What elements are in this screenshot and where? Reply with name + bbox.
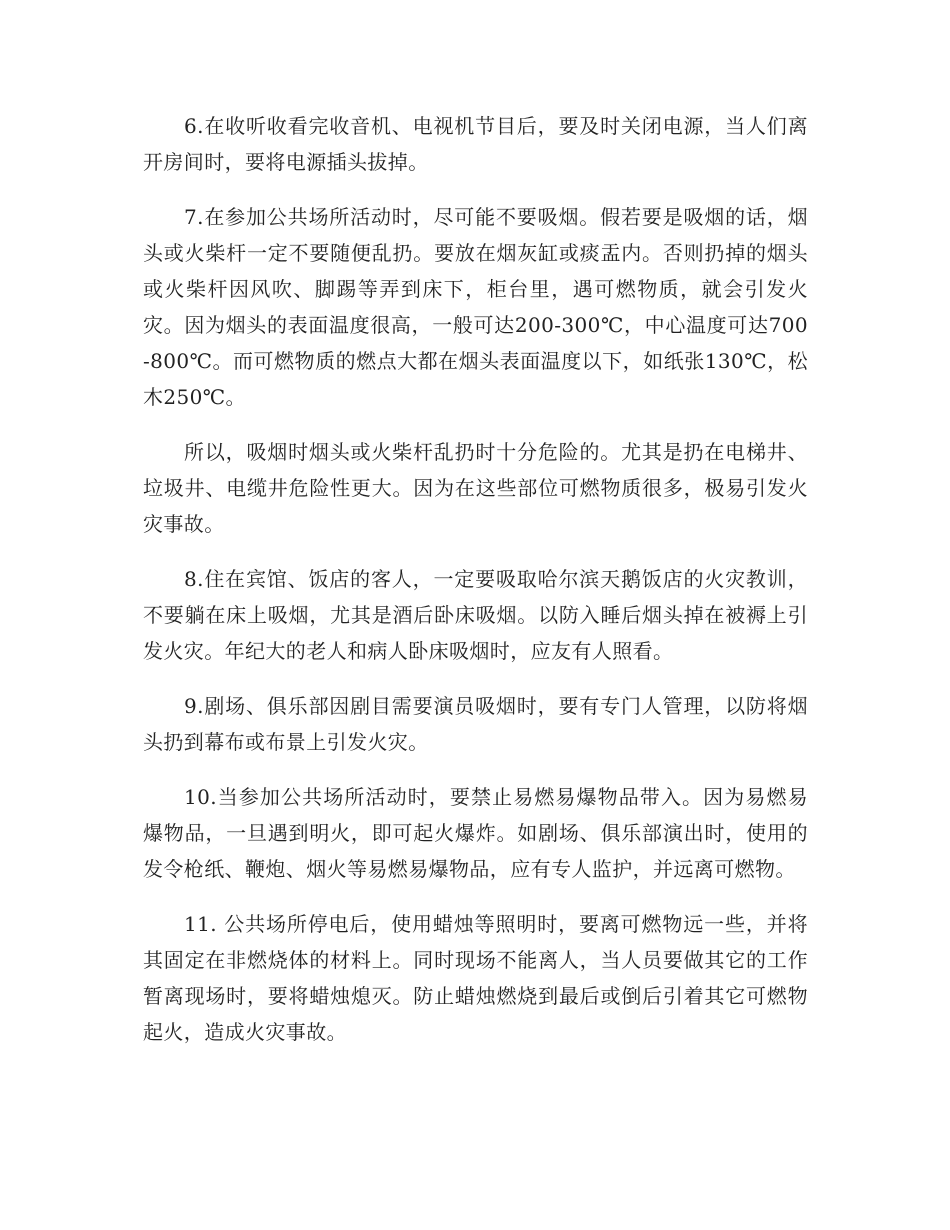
paragraph-item-11: 11. 公共场所停电后，使用蜡烛等照明时，要离可燃物远一些，并将其固定在非燃烧体的材料上。同时现场不能离人，当人员要做其它的工作暂离现场时，要将蜡烛熄灭。防止蜡烛燃烧到最后或倒后引着其它可燃物起火，造成火灾事故。 bbox=[143, 912, 808, 1044]
paragraph-item-10: 10.当参加公共场所活动时，要禁止易燃易爆物品带入。因为易燃易爆物品，一旦遇到明火，即可起火爆炸。如剧场、俱乐部演出时，使用的发令枪纸、鞭炮、烟火等易燃易爆物品，应有专人监护，并远离可燃物。 bbox=[143, 785, 808, 881]
paragraph-smoking-danger: 所以，吸烟时烟头或火柴杆乱扔时十分危险的。尤其是扔在电梯井、垃圾井、电缆井危险性更大。因为在这些部位可燃物质很多，极易引发火灾事故。 bbox=[143, 440, 808, 536]
paragraph-item-8: 8.住在宾馆、饭店的客人，一定要吸取哈尔滨天鹅饭店的火灾教训，不要躺在床上吸烟，尤其是酒后卧床吸烟。以防入睡后烟头掉在被褥上引发火灾。年纪大的老人和病人卧床吸烟时，应友有人照看。 bbox=[143, 567, 808, 663]
paragraph-item-7: 7.在参加公共场所活动时，尽可能不要吸烟。假若要是吸烟的话，烟头或火柴杆一定不要随便乱扔。要放在烟灰缸或痰盂内。否则扔掉的烟头或火柴杆因风吹、脚踢等弄到床下，柜台里，遇可燃物质，就会引发火灾。因为烟头的表面温度很高，一般可达200-300℃，中心温度可达700-800℃。而可燃物质的燃点大都在烟头表面温度以下，如纸张130℃，松木250℃。 bbox=[143, 205, 808, 409]
document-body bbox=[143, 108, 808, 1069]
paragraph-item-6: 6.在收听收看完收音机、电视机节目后，要及时关闭电源，当人们离开房间时，要将电源插头拔掉。 bbox=[143, 114, 808, 174]
paragraph-item-9: 9.剧场、俱乐部因剧目需要演员吸烟时，要有专门人管理，以防将烟头扔到幕布或布景上引发火灾。 bbox=[143, 694, 808, 754]
